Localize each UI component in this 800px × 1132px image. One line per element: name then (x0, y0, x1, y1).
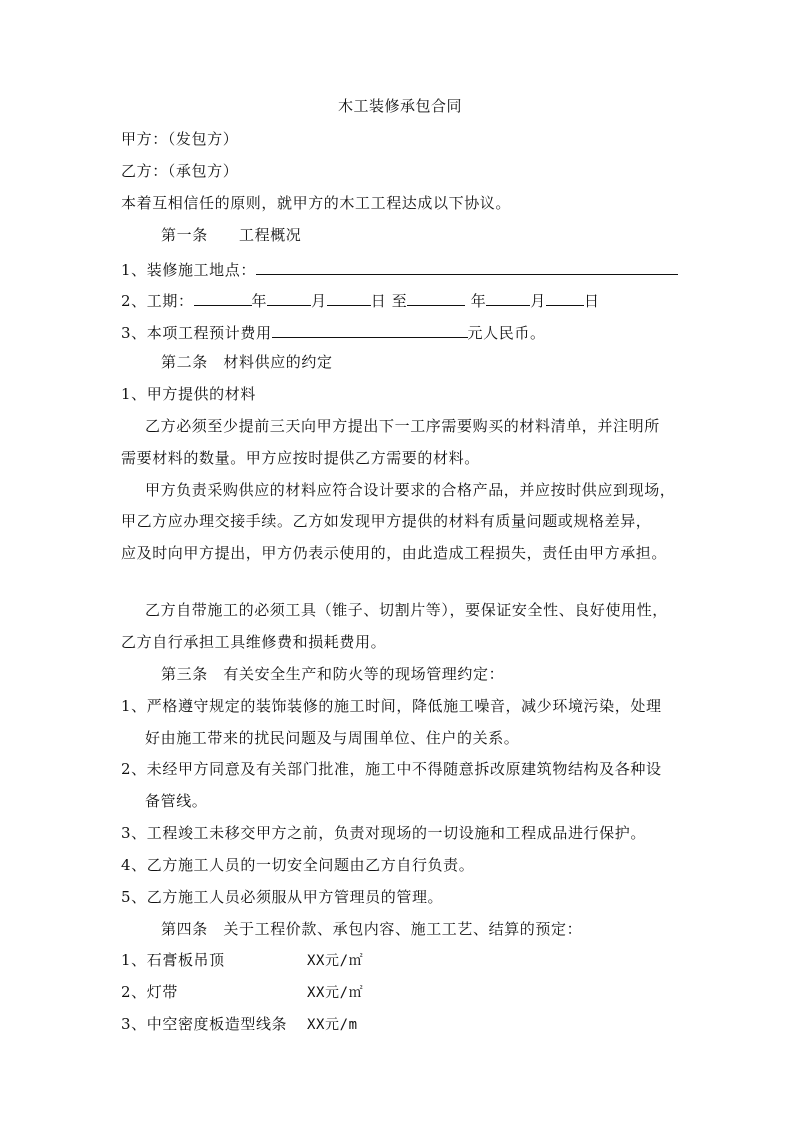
cost-blank (272, 320, 468, 338)
price-item: 3、中空密度板造型线条 (121, 1015, 288, 1033)
start-year-blank (194, 288, 252, 306)
article2-heading: 第二条 材料供应的约定 (161, 353, 333, 371)
end-year-unit: 年 (470, 292, 487, 310)
article2-para3-line1: 乙方自带施工的必须工具（锥子、切割片等），要保证安全性、良好使用性， (145, 601, 668, 619)
price-value: XX元/㎡ (307, 985, 364, 1001)
end-year-blank (407, 288, 465, 306)
price-row (121, 982, 363, 1003)
price-item: 1、石膏板吊顶 (121, 951, 225, 969)
article3-item5: 5、乙方施工人员必须服从甲方管理员的管理。 (121, 888, 444, 906)
period-to: 至 (391, 292, 408, 310)
article1-heading: 第一条 工程概况 (161, 226, 302, 244)
article2-para1-line2: 需要材料的数量。甲方应按时提供乙方需要的材料。 (121, 449, 480, 467)
article3-item1-line1: 1、严格遵守规定的装饰装修的施工时间，降低施工噪音，减少环境污染，处理 (121, 697, 662, 715)
preamble: 本着互相信任的原则，就甲方的木工工程达成以下协议。 (121, 194, 512, 212)
start-day-unit: 日 (370, 292, 387, 310)
article3-item1-line2: 好由施工带来的扰民问题及与周围单位、住户的关系。 (145, 729, 520, 747)
end-month-blank (486, 288, 530, 306)
party-a-line: 甲方：（发包方） (121, 130, 239, 148)
start-month-unit: 月 (311, 292, 327, 310)
price-item: 2、灯带 (121, 983, 178, 1001)
price-row (121, 950, 363, 971)
end-day-blank (546, 288, 584, 306)
end-day-unit: 日 (583, 292, 600, 310)
price-value: XX元/㎡ (307, 953, 364, 969)
price-value: XX元/m (307, 1017, 358, 1033)
article4-heading: 第四条 关于工程价款、承包内容、施工工艺、结算的预定： (161, 920, 583, 938)
article2-para2-line3: 应及时向甲方提出，甲方仍表示使用的，由此造成工程损失，责任由甲方承担。 (121, 544, 668, 562)
article2-para3-line2: 乙方自行承担工具维修费和损耗费用。 (121, 633, 387, 651)
site-blank (256, 257, 678, 275)
period-line (121, 288, 600, 311)
start-year-unit: 年 (251, 292, 268, 310)
article2-para1-line1: 乙方必须至少提前三天向甲方提出下一工序需要购买的材料清单，并注明所 (145, 417, 660, 435)
article3-item3: 3、工程竣工未移交甲方之前，负责对现场的一切设施和工程成品进行保护。 (121, 824, 646, 842)
cost-label: 3、本项工程预计费用 (121, 324, 272, 342)
end-month-unit: 月 (530, 292, 546, 310)
article3-item2-line1: 2、未经甲方同意及有关部门批准，施工中不得随意拆改原建筑物结构及各种设 (121, 760, 662, 778)
party-b-line: 乙方：（承包方） (121, 162, 239, 180)
cost-unit: 元人民币。 (467, 324, 546, 342)
article3-heading: 第三条 有关安全生产和防火等的现场管理约定： (161, 665, 505, 683)
start-day-blank (327, 288, 371, 306)
site-label: 1、装修施工地点： (121, 261, 256, 279)
site-line (121, 257, 678, 280)
article2-para2-line2: 甲乙方应办理交接手续。乙方如发现甲方提供的材料有质量问题或规格差异， (121, 512, 652, 530)
price-row (121, 1014, 358, 1035)
article2-item1: 1、甲方提供的材料 (121, 385, 256, 403)
article3-item2-line2: 备管线。 (145, 792, 208, 810)
cost-line (121, 320, 546, 343)
article2-para2-line1: 甲方负责采购供应的材料应符合设计要求的合格产品，并应按时供应到现场， (145, 481, 676, 499)
document-title: 木工装修承包合同 (337, 97, 462, 115)
start-month-blank (267, 288, 311, 306)
article3-item4: 4、乙方施工人员的一切安全问题由乙方自行负责。 (121, 856, 475, 874)
period-label: 2、工期： (121, 292, 194, 310)
